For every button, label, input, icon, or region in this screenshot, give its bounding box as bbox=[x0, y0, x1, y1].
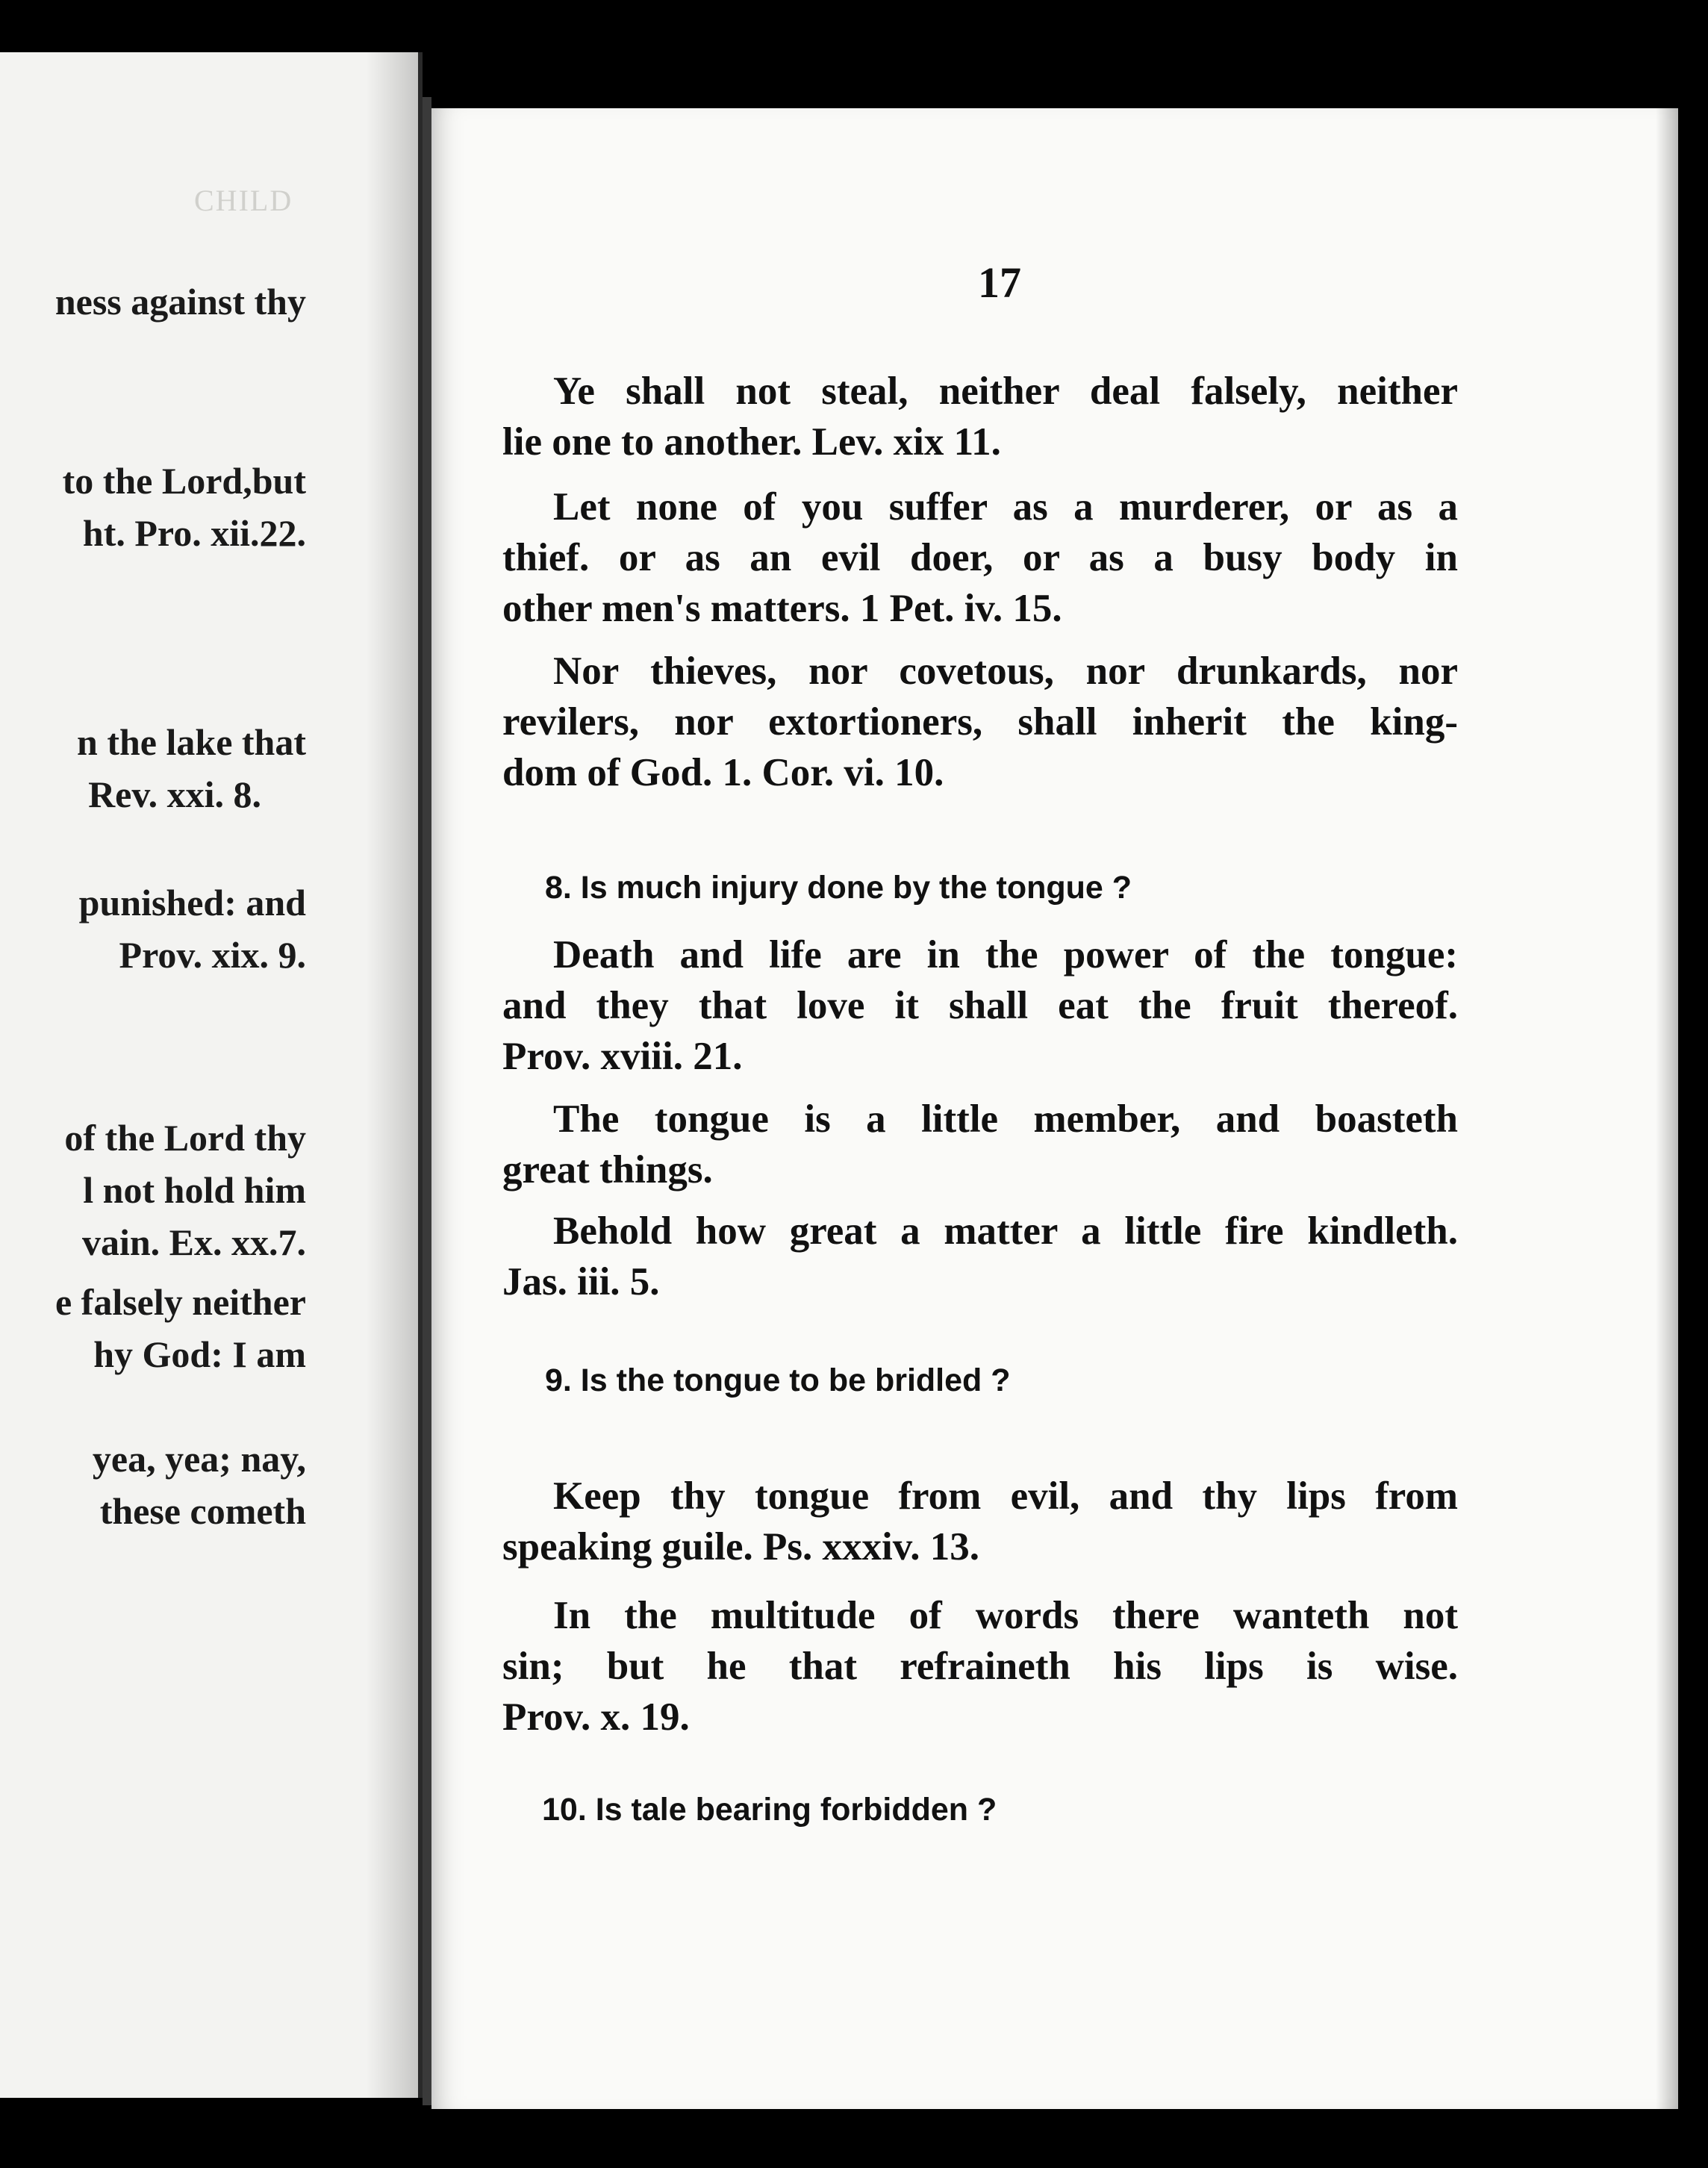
paragraph bbox=[502, 366, 1458, 467]
paragraph bbox=[502, 1590, 1458, 1742]
left-line: n the lake that bbox=[77, 721, 306, 763]
text-line: The tongue is a little member, and boasteth bbox=[553, 1097, 1458, 1141]
paragraph bbox=[502, 482, 1458, 634]
paragraph bbox=[502, 1471, 1458, 1572]
text-line: Behold how great a matter a little fire kindleth. bbox=[553, 1209, 1458, 1253]
text-line: sin; but he that refraineth his lips is wise. bbox=[502, 1645, 1458, 1688]
left-line: hy God: I am bbox=[93, 1333, 306, 1375]
spine-shadow bbox=[366, 52, 418, 2098]
page-number: 17 bbox=[978, 258, 1021, 307]
question-9: 9. Is the tongue to be bridled ? bbox=[545, 1362, 1011, 1398]
text-line: dom of God. 1. Cor. vi. 10. bbox=[502, 751, 944, 794]
left-line: yea, yea; nay, bbox=[92, 1438, 306, 1480]
text-line: Nor thieves, nor covetous, nor drunkards, nor bbox=[553, 650, 1458, 693]
text-line: other men's matters. 1 Pet. iv. 15. bbox=[502, 587, 1062, 630]
text-line: revilers, nor extortioners, shall inherit the king- bbox=[502, 700, 1458, 744]
page bbox=[431, 108, 1678, 2109]
paragraph bbox=[502, 1206, 1458, 1307]
page-edge-shadow bbox=[1656, 108, 1678, 2109]
question-10: 10. Is tale bearing forbidden ? bbox=[542, 1792, 997, 1828]
left-line: l not hold him bbox=[83, 1169, 306, 1211]
book-gutter bbox=[423, 97, 431, 2105]
text-line: Jas. iii. 5. bbox=[502, 1260, 660, 1303]
facing-page bbox=[0, 52, 423, 2098]
text-line: Let none of you suffer as a murderer, or as a bbox=[553, 485, 1458, 529]
text-line: In the multitude of words there wanteth not bbox=[553, 1594, 1458, 1637]
left-line: Prov. xix. 9. bbox=[119, 934, 306, 976]
paragraph bbox=[502, 646, 1458, 798]
left-line: punished: and bbox=[78, 882, 306, 923]
left-line: e falsely neither bbox=[54, 1281, 306, 1323]
paragraph bbox=[502, 1094, 1458, 1195]
question-8: 8. Is much injury done by the tongue ? bbox=[545, 870, 1132, 906]
text-line: Prov. x. 19. bbox=[502, 1695, 690, 1739]
text-line: Keep thy tongue from evil, and thy lips from bbox=[553, 1474, 1458, 1518]
left-line: of the Lord thy bbox=[64, 1117, 306, 1159]
left-line: these cometh bbox=[99, 1490, 306, 1532]
text-line: Ye shall not steal, neither deal falsely, neither bbox=[553, 370, 1458, 413]
left-line: vain. Ex. xx.7. bbox=[81, 1221, 306, 1263]
bleed-through-text: CHILD bbox=[194, 184, 293, 217]
text-line: lie one to another. Lev. xix 11. bbox=[502, 420, 1001, 464]
text-line: thief. or as an evil doer, or as a busy body in bbox=[502, 536, 1458, 579]
left-line: to the Lord,but bbox=[62, 460, 306, 502]
text-line: great things. bbox=[502, 1148, 713, 1192]
text-line: Death and life are in the power of the tongue: bbox=[553, 933, 1458, 976]
text-line: speaking guile. Ps. xxxiv. 13. bbox=[502, 1525, 980, 1569]
text-line: Prov. xviii. 21. bbox=[502, 1035, 743, 1078]
left-line: Rev. xxi. 8. bbox=[88, 773, 261, 815]
text-line: and they that love it shall eat the fruit thereof. bbox=[502, 984, 1458, 1027]
left-line: ness against thy bbox=[54, 281, 306, 323]
left-line: ht. Pro. xii.22. bbox=[82, 512, 306, 554]
paragraph bbox=[502, 929, 1458, 1082]
